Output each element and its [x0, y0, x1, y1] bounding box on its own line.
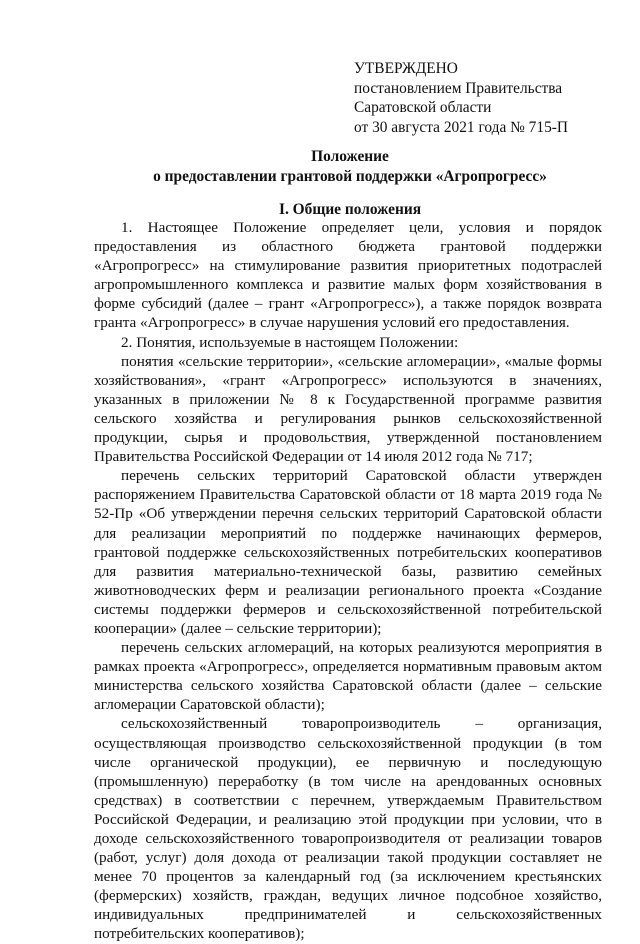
approval-resolution: постановлением Правительства [354, 79, 563, 97]
paragraph-1: 1. Настоящее Положение определяет цели, условия и порядок предоставления из областного бюджета грантовой поддержки «Агропрогресс» на стимулирование развития приоритетных подотраслей агропромышленного комплекса и развитие малых форм хозяйствования в форме субсидий (далее – грант «Агропрогресс»), а также порядок возврата гранта «Агропрогресс» в случае нарушения условий его предоставления. [94, 219, 602, 332]
approval-date-number: от 30 августа 2021 года № 715-П [354, 118, 569, 136]
paragraph-4: перечень сельских территорий Саратовской области утвержден распоряжением Правительства Саратовской области от 18 марта 2019 года № 52-Пр «Об утверждении перечня сельских территорий Саратовской области для реализации мероприятий по поддержке начинающих фермеров, грантовой поддержке сельскохозяйственных потребительских кооперативов для развития материально-технической базы, развитию семейных животноводческих ферм и реализации регионального проекта «Создание системы поддержки фермеров и сельскохозяйственной потребительской кооперации» (далее – сельские территории); [94, 467, 602, 637]
approval-heading: УТВЕРЖДЕНО [354, 60, 458, 77]
document-body [94, 218, 602, 944]
approval-region: Саратовской области [354, 99, 492, 116]
paragraph-2: 2. Понятия, используемые в настоящем Положении: [121, 333, 459, 351]
paragraph-5: перечень сельских агломераций, на которых реализуются мероприятия в рамках проекта «Агропрогресс», определяется нормативным правовым актом министерства сельского хозяйства Саратовской области (далее – сельские агломерации Саратовской области); [94, 639, 602, 714]
paragraph-3: понятия «сельские территории», «сельские агломерации», «малые формы хозяйствования», «грант «Агропрогресс» используются в значениях, указанных в приложении № 8 к Государственной программе развития сельского хозяйства и регулирования рынков сельскохозяйственной продукции, сырья и продовольствия, утвержденной постановлением Правительства Российской Федерации от 14 июля 2012 года № 717; [94, 352, 602, 466]
approval-stamp [354, 59, 624, 137]
title-line-2: о предоставлении грантовой поддержки «Агропрогресс» [153, 167, 547, 185]
document-title [80, 147, 620, 186]
title-line-1: Положение [311, 148, 389, 165]
paragraph-6: сельскохозяйственный товаропроизводитель – организация, осуществляющая производство сельскохозяйственной продукции (в том числе органической продукции), ее первичную и последующую (промышленную) переработку (в том числе на арендованных основных средствах) в соответствии с перечнем, утверждаемым Правительством Российской Федерации, и реализацию этой продукции при условии, что в доходе сельскохозяйственного товаропроизводителя от реализации товаров (работ, услуг) доля дохода от реализации такой продукции составляет не менее 70 процентов за календарный год (за исключением крестьянских (фермерских) хозяйств, граждан, ведущих личное подсобное хозяйство, индивидуальных предпринимателей и сельскохозяйственных потребительских кооперативов); [94, 715, 602, 943]
section-heading: I. Общие положения [278, 201, 422, 218]
